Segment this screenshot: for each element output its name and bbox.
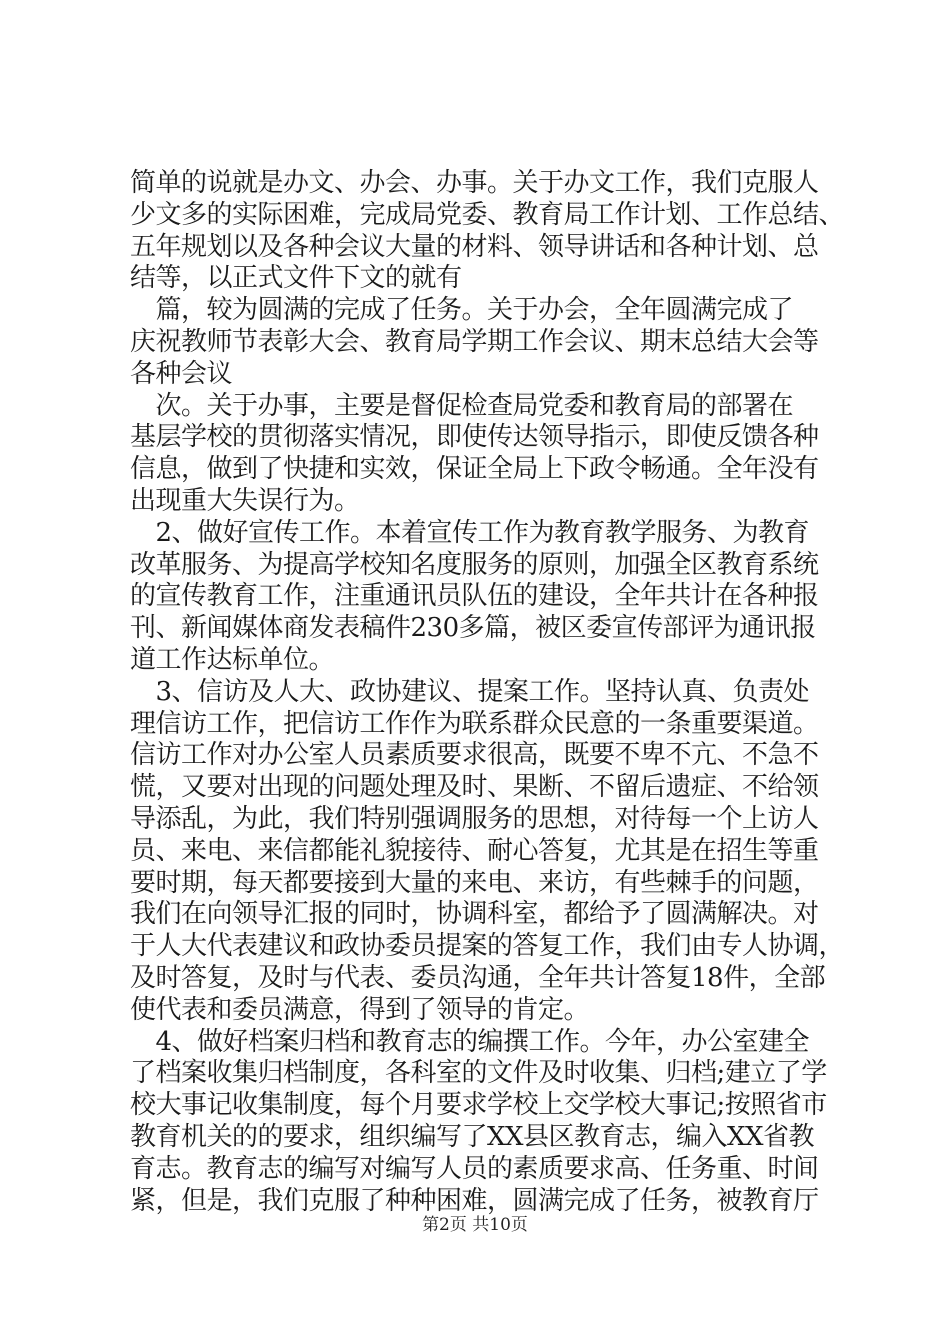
text-line: 了档案收集归档制度，各科室的文件及时收集、归档;建立了学 xyxy=(130,1058,827,1089)
text-line: 要时期，每天都要接到大量的来电、来访，有些棘手的问题， xyxy=(130,867,819,898)
text-line: 4、做好档案归档和教育志的编撰工作。今年，办公室建全 xyxy=(130,1026,810,1057)
text-line: 道工作达标单位。 xyxy=(130,644,335,675)
text-line: 及时答复，及时与代表、委员沟通，全年共计答复18件，全部 xyxy=(130,962,826,993)
text-line: 育志。教育志的编写对编写人员的素质要求高、任务重、时间 xyxy=(130,1153,819,1184)
text-line: 五年规划以及各种会议大量的材料、领导讲话和各种计划、总 xyxy=(130,231,819,262)
text-line: 3、信访及人大、政协建议、提案工作。坚持认真、负责处 xyxy=(130,676,810,707)
text-line: 2、做好宣传工作。本着宣传工作为教育教学服务、为教育 xyxy=(130,517,810,548)
text-line: 少文多的实际困难，完成局党委、教育局工作计划、工作总结、 xyxy=(130,199,845,230)
text-line: 改革服务、为提高学校知名度服务的原则，加强全区教育系统 xyxy=(130,549,819,580)
text-line: 结等，以正式文件下文的就有 xyxy=(130,263,462,294)
text-line: 紧，但是，我们克服了种种困难，圆满完成了任务，被教育厅 xyxy=(130,1185,819,1216)
text-line: 员、来电、来信都能礼貌接待、耐心答复，尤其是在招生等重 xyxy=(130,835,819,866)
text-line: 基层学校的贯彻落实情况，即使传达领导指示，即使反馈各种 xyxy=(130,422,819,453)
page-number-footer: 第2页 共10页 xyxy=(422,1215,528,1235)
text-line: 次。关于办事，主要是督促检查局党委和教育局的部署在 xyxy=(130,390,794,421)
text-line: 庆祝教师节表彰大会、教育局学期工作会议、期末总结大会等 xyxy=(130,326,819,357)
text-line: 于人大代表建议和政协委员提案的答复工作，我们由专人协调， xyxy=(130,931,845,962)
text-line: 导添乱，为此，我们特别强调服务的思想，对待每一个上访人 xyxy=(130,803,819,834)
text-line: 教育机关的的要求，组织编写了XX县区教育志，编入XX省教 xyxy=(130,1121,815,1152)
text-line: 信访工作对办公室人员素质要求很高，既要不卑不亢、不急不 xyxy=(130,740,819,771)
body-text xyxy=(130,168,845,1217)
text-line: 的宣传教育工作，注重通讯员队伍的建设，全年共计在各种报 xyxy=(130,581,819,612)
text-line: 我们在向领导汇报的同时，协调科室，都给予了圆满解决。对 xyxy=(130,899,819,930)
text-line: 出现重大失误行为。 xyxy=(130,485,360,516)
text-line: 篇，较为圆满的完成了任务。关于办会，全年圆满完成了 xyxy=(130,295,794,326)
text-line: 简单的说就是办文、办会、办事。关于办文工作，我们克服人 xyxy=(130,168,819,198)
text-line: 理信访工作，把信访工作作为联系群众民意的一条重要渠道。 xyxy=(130,708,819,739)
text-line: 慌，又要对出现的问题处理及时、果断、不留后遗症、不给领 xyxy=(130,772,819,803)
text-line: 信息，做到了快捷和实效，保证全局上下政令畅通。全年没有 xyxy=(130,454,819,485)
text-line: 刊、新闻媒体商发表稿件230多篇，被区委宣传部评为通讯报 xyxy=(130,613,816,644)
text-line: 使代表和委员满意，得到了领导的肯定。 xyxy=(130,994,590,1025)
text-line: 各种会议 xyxy=(130,358,233,389)
text-line: 校大事记收集制度，每个月要求学校上交学校大事记;按照省市 xyxy=(130,1090,827,1121)
